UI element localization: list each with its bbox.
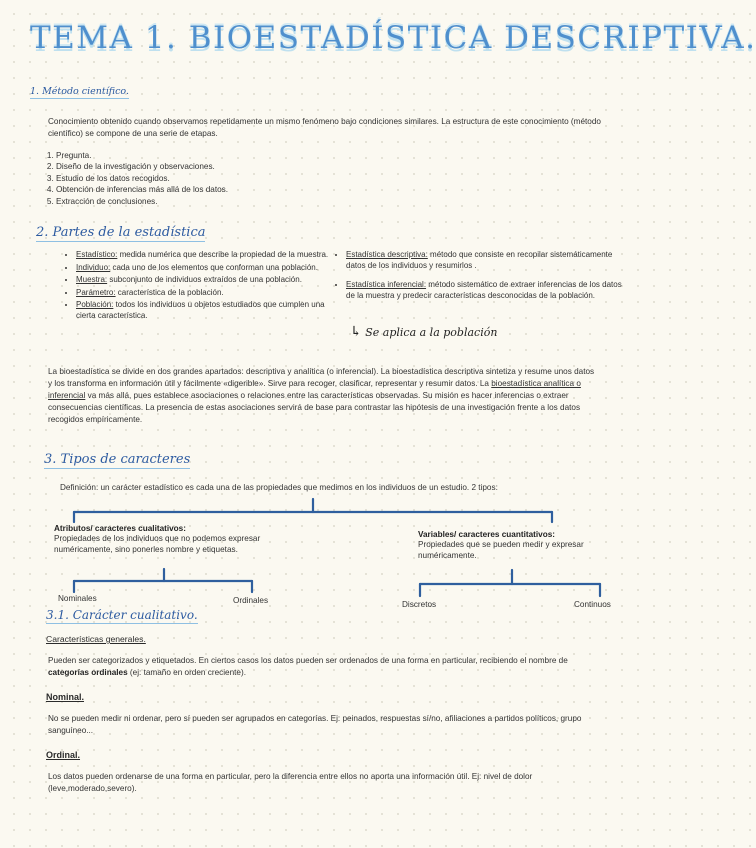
leaf-nominales: Nominales bbox=[58, 594, 97, 603]
section-2-heading: 2. Partes de la estadística bbox=[36, 225, 206, 240]
definition-text: cada uno de los elementos que conforman una población. bbox=[110, 262, 318, 272]
ordinal-label: Ordinal. bbox=[46, 750, 81, 760]
method-step: 2. Diseño de la investigación y observaciones. bbox=[56, 161, 228, 172]
definition-text: método que consiste en recopilar sistemáticamente datos de los individuos y resumirlos . bbox=[346, 250, 613, 270]
paragraph-underlined-text: bioestadística analítica o inferencial bbox=[48, 378, 581, 400]
definition-term: Parámetro: bbox=[76, 287, 116, 297]
section-1-intro: Conocimiento obtenido cuando observamos repetidamente un mismo fenómeno bajo condiciones similares. La estructura de este conocimiento (método científico) se compone de una serie de etapas. bbox=[48, 117, 601, 138]
handwritten-note-text: Se aplica a la población bbox=[365, 326, 498, 339]
page-title: TEMA 1. BIOESTADÍSTICA DESCRIPTIVA. bbox=[30, 20, 756, 56]
paragraph-bold-text: categorías ordinales bbox=[48, 667, 128, 677]
hook-arrow-icon: ↳ bbox=[350, 324, 362, 340]
method-step: 4. Obtención de inferencias más allá de los datos. bbox=[56, 184, 228, 195]
definition-text: característica de la población. bbox=[115, 287, 224, 297]
general-characteristics-label: Características generales. bbox=[46, 634, 146, 644]
nominal-text: No se pueden medir ni ordenar, pero sí pueden ser agrupados en categorías. Ej: peinados, respuestas sí/no, afiliaciones a partidos políticos, grupo sanguíneo... bbox=[48, 714, 582, 735]
method-step: 5. Extracción de conclusiones. bbox=[56, 196, 228, 207]
quantitative-description: Propiedades que se pueden medir y expresar numéricamente. bbox=[418, 540, 584, 561]
quantitative-title: Variables/ caracteres cuantitativos: bbox=[418, 530, 555, 539]
definition-term: Estadística inferencial: bbox=[346, 280, 427, 290]
definition-text: medida numérica que describe la propiedad de la muestra. bbox=[117, 250, 329, 259]
definition-text: subconjunto de individuos extraídos de una población. bbox=[107, 275, 302, 285]
paragraph-text: Pueden ser categorizados y etiquetados. En ciertos casos los datos pueden ser ordenados de una forma en particular, recibiendo el nombre de bbox=[48, 656, 568, 665]
definition-text: todos los individuos u objetos estudiados que cumplen una cierta característica. bbox=[76, 300, 325, 320]
section-3-heading: 3. Tipos de caracteres bbox=[44, 452, 191, 467]
leaf-discretos: Discretos bbox=[402, 600, 437, 609]
definition-term: Población: bbox=[76, 300, 114, 310]
paragraph-text: va más allá, pues establece asociaciones o relaciones entre las características observadas. Su misión es hacer inferencias o extraer consecuencias científicas. La presencia de estas asociaciones servirá de base para contrastar las hipótesis de una investigación frente a los datos recogidos empíricamente. bbox=[48, 390, 581, 424]
qualitative-title: Atributos/ caracteres cualitativos: bbox=[54, 524, 186, 533]
nominal-label: Nominal. bbox=[46, 692, 85, 702]
general-characteristics-text bbox=[48, 655, 608, 679]
leaf-ordinales: Ordinales bbox=[233, 596, 269, 605]
definition-term: Muestra: bbox=[76, 275, 108, 285]
section-3-definition: Definición: un carácter estadístico es cada una de las propiedades que medimos en los individuos de un estudio. 2 tipos: bbox=[60, 483, 498, 492]
quantitative-node bbox=[418, 530, 628, 561]
definition-text: método sistemático de extraer inferencias de los datos de la muestra y predecir características desconocidas de la población. bbox=[346, 280, 622, 300]
paragraph-text: (ej: tamaño en orden creciente). bbox=[127, 667, 246, 677]
section-3-1-heading: 3.1. Carácter cualitativo. bbox=[46, 608, 198, 622]
paragraph-text: La bioestadística se divide en dos grandes apartados: descriptiva y analítica (o inferencial). La bioestadística descriptiva sintetiza y resume unos datos y los transforma en información útil y fácilmente «digerible». Sirve para recoger, clasificar, representar y resumir datos. La bbox=[48, 367, 595, 388]
method-step: 1. Pregunta. bbox=[56, 150, 228, 161]
ordinal-text: Los datos pueden ordenarse de una forma en particular, pero la diferencia entre ellos no aporta una información útil. Ej: nivel de dolor (leve,moderado,severo). bbox=[48, 772, 533, 793]
qualitative-description: Propiedades de los individuos que no podemos expresar numéricamente, sino ponerles nombre y etiquetas. bbox=[54, 534, 261, 555]
definition-term: Estadístico: bbox=[76, 250, 118, 259]
definition-term: Individuo: bbox=[76, 262, 111, 272]
qualitative-node bbox=[54, 524, 279, 555]
section-1-heading: 1. Método científico. bbox=[30, 86, 129, 97]
definition-term: Estadística descriptiva: bbox=[346, 250, 428, 259]
leaf-continuos: Continuos bbox=[574, 600, 611, 609]
method-step: 3. Estudio de los datos recogidos. bbox=[56, 173, 228, 184]
